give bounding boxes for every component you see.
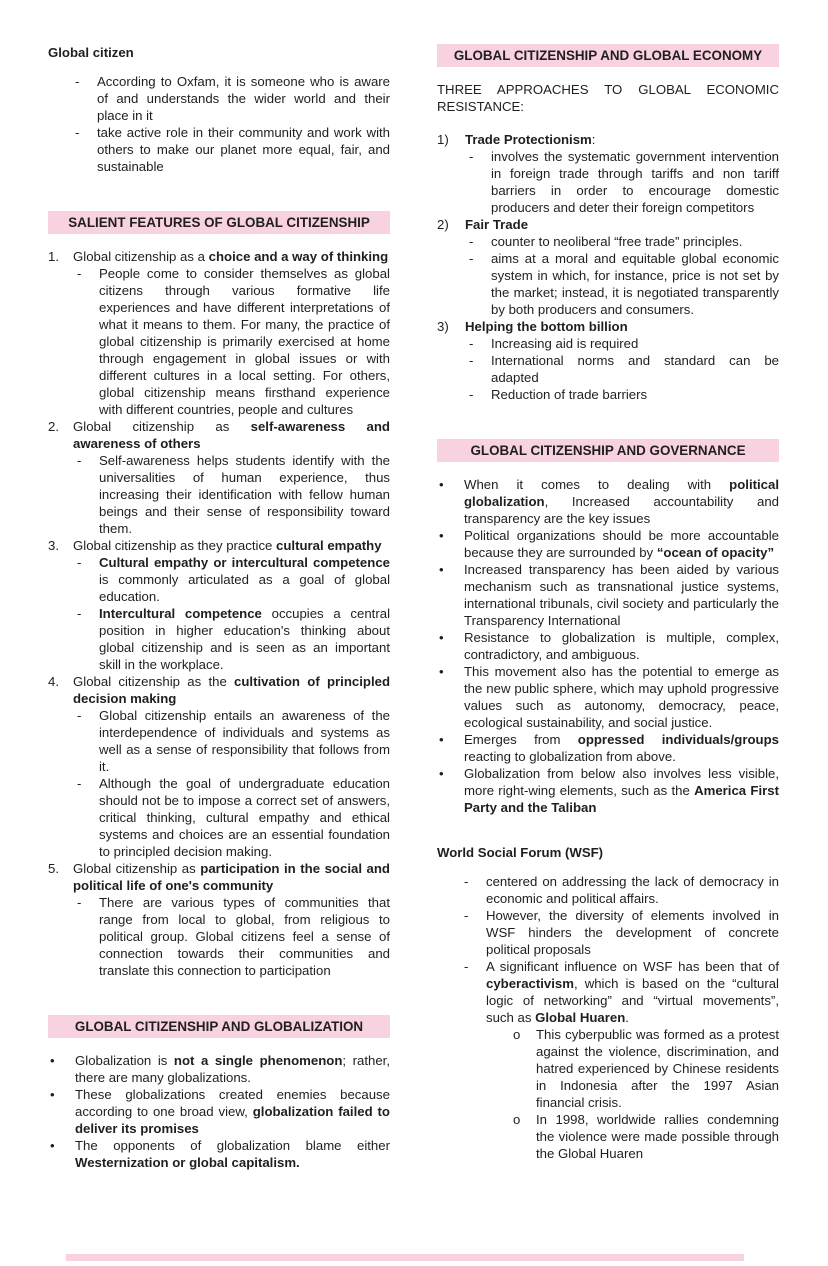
decimal-marker: 1. — [48, 249, 59, 264]
dash-marker: - — [77, 895, 82, 910]
bold-text-run: Westernization or global capitalism. — [75, 1155, 300, 1170]
list-item — [48, 673, 390, 860]
doc-list-dash — [73, 707, 390, 860]
text-run: This movement also has the potential to emerge as the new public sphere, which may uphold progressive values such as autonomy, democracy, peace, ecological sustainability, and social justice. — [464, 664, 779, 730]
list-item-text — [99, 554, 390, 605]
bold-text-run: Trade Protectionism — [465, 132, 592, 147]
list-item — [439, 476, 779, 527]
list-item-text — [97, 73, 390, 124]
list-item — [48, 537, 390, 673]
doc-list-dash — [437, 873, 779, 1162]
text-run: Global citizenship entails an awareness of the interdependence of individuals and systems as well as a sense of responsibility that follows from it. — [99, 708, 390, 774]
dash-marker: - — [464, 908, 469, 923]
dash-marker: - — [464, 874, 469, 889]
list-item-text — [464, 663, 779, 731]
list-item-text — [99, 265, 390, 418]
list-item-text — [465, 216, 779, 318]
doc-list-circle — [486, 1026, 779, 1162]
list-item-text — [491, 148, 779, 216]
bold-text-run: globalization failed to deliver its promises — [75, 1104, 390, 1136]
list-item-text — [73, 860, 390, 979]
text-run: centered on addressing the lack of democracy in economic and political affairs. — [486, 874, 779, 906]
list-item-text — [491, 335, 779, 352]
text-run: When it comes to dealing with — [464, 477, 730, 492]
dash-marker: - — [77, 606, 82, 621]
dash-marker: - — [77, 776, 82, 791]
bold-text-run: cultivation of principled decision making — [73, 674, 390, 706]
text-run: People come to consider themselves as global citizens through various formative life experiences and have different interpretations of what it means to them. For many, the practice of global citizenship is primarily exercised at home through engagement in global issues or with different cultures in a local setting. For others, global citizenship means firsthand experience with different countries, people and cultures — [99, 266, 390, 417]
doc-list-paren — [437, 131, 779, 403]
list-item — [439, 765, 779, 816]
doc-list-dash — [73, 554, 390, 673]
bold-text-run: Intercultural competence — [99, 606, 262, 621]
text-run: Increasing aid is required — [491, 336, 639, 351]
text-run: aims at a moral and equitable global economic system in which, for instance, price is not set by the market; instead, it is negotiated transparently by both producers and consumers. — [491, 251, 779, 317]
list-item-text — [75, 1137, 390, 1171]
text-run: According to Oxfam, it is someone who is aware of and understands the wider world and their place in it — [97, 74, 390, 123]
doc-list-dash — [73, 265, 390, 418]
bullet-marker: • — [50, 1053, 55, 1068]
dash-marker: - — [77, 453, 82, 468]
list-item-text — [486, 907, 779, 958]
list-item-text — [536, 1026, 779, 1111]
list-item — [75, 124, 390, 175]
list-item-text — [464, 527, 779, 561]
text-run: reacting to globalization from above. — [464, 749, 676, 764]
text-run: Emerges from — [464, 732, 578, 747]
bullet-marker: • — [50, 1087, 55, 1102]
bold-text-run: oppressed individuals/groups — [577, 732, 779, 747]
dash-marker: - — [77, 708, 82, 723]
list-item — [439, 629, 779, 663]
text-run: , Increased accountability and transparency are the key issues — [464, 494, 779, 526]
bold-text-run: choice and a way of thinking — [208, 249, 389, 264]
list-item — [77, 775, 390, 860]
list-item-text — [99, 775, 390, 860]
bold-text-run: cultural empathy — [276, 538, 382, 553]
list-item-text — [464, 765, 779, 816]
text-run: International norms and standard can be adapted — [491, 353, 779, 385]
text-run: There are various types of communities that range from local to global, from religious to political group. Global citizens feel a sense of connection towards their communities and translate this connection to participation — [99, 895, 390, 978]
list-item — [437, 216, 779, 318]
bold-text-run: “ocean of opacity” — [656, 545, 775, 560]
text-run: ; rather, there are many globalizations. — [75, 1053, 390, 1085]
highlighted-section-heading: SALIENT FEATURES OF GLOBAL CITIZENSHIP — [48, 211, 390, 234]
list-item-text — [491, 233, 779, 250]
dash-marker: - — [77, 266, 82, 281]
list-item-text — [464, 629, 779, 663]
list-item — [50, 1137, 390, 1171]
decimal-marker: 2. — [48, 419, 59, 434]
paren-marker: 3) — [437, 319, 449, 334]
text-run: Global citizenship as — [73, 419, 251, 434]
list-item — [77, 452, 390, 537]
list-item-text — [464, 476, 779, 527]
bold-text-run: cyberactivism — [486, 976, 574, 991]
text-run: . — [625, 1010, 629, 1025]
bullet-marker: • — [439, 664, 444, 679]
list-item — [469, 386, 779, 403]
paren-marker: 2) — [437, 217, 449, 232]
list-item-text — [99, 452, 390, 537]
text-run: These globalizations created enemies because according to one broad view, — [75, 1087, 390, 1119]
highlighted-section-heading: GLOBAL CITIZENSHIP AND GOVERNANCE — [437, 439, 779, 462]
decimal-marker: 4. — [48, 674, 59, 689]
list-item — [437, 131, 779, 216]
list-item-text — [73, 248, 390, 418]
list-item — [439, 527, 779, 561]
column-left — [48, 44, 390, 1171]
list-item-text — [491, 250, 779, 318]
list-item — [77, 554, 390, 605]
list-item-text — [99, 707, 390, 775]
paren-marker: 1) — [437, 132, 449, 147]
highlighted-section-heading: GLOBAL CITIZENSHIP AND GLOBAL ECONOMY — [437, 44, 779, 67]
paragraph: THREE APPROACHES TO GLOBAL ECONOMIC RESISTANCE: — [437, 82, 779, 114]
text-run: , which is based on the “cultural logic of networking” and “virtual movements”, such as — [486, 976, 779, 1025]
list-item — [513, 1111, 779, 1162]
text-run: Although the goal of undergraduate education should not be to impose a correct set of answers, critical thinking, cultural empathy and ethical systems and choices are an essential foundation to principled decision making. — [99, 776, 390, 859]
list-item — [77, 605, 390, 673]
text-run: Global citizenship as — [73, 861, 201, 876]
list-item — [77, 265, 390, 418]
list-item — [77, 707, 390, 775]
bullet-marker: • — [50, 1138, 55, 1153]
list-item — [75, 73, 390, 124]
list-item — [469, 233, 779, 250]
list-item — [464, 907, 779, 958]
list-item — [469, 335, 779, 352]
doc-list-dash — [465, 335, 779, 403]
list-item-text — [486, 873, 779, 907]
list-item — [469, 352, 779, 386]
bold-text-run: Helping the bottom billion — [465, 319, 628, 334]
list-item-text — [99, 894, 390, 979]
doc-list-dash — [73, 452, 390, 537]
list-item-text — [99, 605, 390, 673]
bold-text-run: self-awareness and awareness of others — [73, 419, 390, 451]
text-run: Global citizenship as the — [73, 674, 235, 689]
list-item-text — [491, 386, 779, 403]
list-item — [439, 663, 779, 731]
dash-marker: - — [75, 125, 80, 140]
section-heading: World Social Forum (WSF) — [437, 845, 604, 860]
text-run: take active role in their community and work with others to make our planet more equal, fair, and sustainable — [97, 125, 390, 174]
dash-marker: - — [469, 353, 474, 368]
text-run: A significant influence on WSF has been that of — [486, 959, 779, 974]
bullet-marker: • — [439, 528, 444, 543]
list-item — [48, 860, 390, 979]
dash-marker: - — [469, 234, 474, 249]
list-item — [469, 148, 779, 216]
dash-marker: - — [464, 959, 469, 974]
text-run: : — [591, 132, 596, 147]
list-item-text — [73, 418, 390, 537]
bold-text-run: America First Party and the Taliban — [464, 783, 779, 815]
decimal-marker: 3. — [48, 538, 59, 553]
doc-list-dash — [48, 73, 390, 175]
dash-marker: - — [75, 74, 80, 89]
list-item-text — [73, 673, 390, 860]
text-run: occupies a central position in higher education's thinking about global citizenship and is seen as an important skill in the workplace. — [99, 606, 390, 672]
decimal-marker: 5. — [48, 861, 59, 876]
text-run: counter to neoliberal “free trade” principles. — [491, 234, 743, 249]
bullet-marker: • — [439, 766, 444, 781]
list-item — [464, 873, 779, 907]
circle-marker: o — [513, 1027, 521, 1042]
text-run: Political organizations should be more accountable because they are surrounded by — [464, 528, 779, 560]
circle-marker: o — [513, 1112, 521, 1127]
text-run: Resistance to globalization is multiple, complex, contradictory, and ambiguous. — [464, 630, 779, 662]
text-run: This cyberpublic was formed as a protest against the violence, discrimination, and hatred experienced by Chinese residents in Indonesia after the 1997 Asian financial crisis. — [536, 1027, 779, 1110]
text-run: Global citizenship as a — [73, 249, 209, 264]
doc-list-decimal — [48, 248, 390, 979]
dash-marker: - — [469, 149, 474, 164]
list-item — [50, 1052, 390, 1086]
list-item — [48, 248, 390, 418]
bold-text-run: not a single phenomenon — [173, 1053, 343, 1068]
text-run: Self-awareness helps students identify with the universalities of human experience, thus increasing their identification with fellow human beings and their sense of responsibility toward them. — [99, 453, 390, 536]
list-item — [437, 318, 779, 403]
text-run: Reduction of trade barriers — [491, 387, 648, 402]
list-item — [464, 958, 779, 1162]
list-item — [77, 894, 390, 979]
doc-list-bullet — [437, 476, 779, 816]
list-item-text — [97, 124, 390, 175]
doc-list-dash — [465, 233, 779, 318]
dash-marker: - — [77, 555, 82, 570]
text-run: Global citizenship as they practice — [73, 538, 277, 553]
bullet-marker: • — [439, 732, 444, 747]
list-item — [439, 731, 779, 765]
list-item-text — [464, 561, 779, 629]
list-item-text — [75, 1086, 390, 1137]
list-item — [50, 1086, 390, 1137]
list-item-text — [73, 537, 390, 673]
bullet-marker: • — [439, 630, 444, 645]
dash-marker: - — [469, 251, 474, 266]
text-run: Globalization is — [75, 1053, 174, 1068]
highlighted-section-heading: GLOBAL CITIZENSHIP AND GLOBALIZATION — [48, 1015, 390, 1038]
text-run: However, the diversity of elements involved in WSF hinders the development of concrete political proposals — [486, 908, 779, 957]
bold-text-run: political globalization — [464, 477, 779, 509]
doc-list-dash — [465, 148, 779, 216]
bold-text-run: Cultural empathy or intercultural competence — [99, 555, 390, 570]
bold-text-run: participation in the social and political life of one's community — [73, 861, 390, 893]
bold-text-run: Fair Trade — [465, 217, 529, 232]
list-item-text — [464, 731, 779, 765]
doc-list-bullet — [48, 1052, 390, 1171]
text-run: Globalization from below also involves less visible, more right-wing elements, such as the — [464, 766, 779, 798]
dash-marker: - — [469, 336, 474, 351]
doc-list-dash — [73, 894, 390, 979]
list-item-text — [465, 318, 779, 403]
text-run: The opponents of globalization blame either — [75, 1138, 390, 1153]
section-heading: Global citizen — [48, 45, 134, 60]
column-right — [437, 44, 779, 1171]
bullet-marker: • — [439, 477, 444, 492]
list-item-text — [486, 958, 779, 1162]
text-run: involves the systematic government intervention in foreign trade through tariffs and non tariff barriers in order to encourage domestic producers and deter their foreign competitors — [491, 149, 779, 215]
text-run: is commonly articulated as a goal of global education. — [99, 572, 390, 604]
list-item — [513, 1026, 779, 1111]
list-item-text — [491, 352, 779, 386]
list-item — [439, 561, 779, 629]
bullet-marker: • — [439, 562, 444, 577]
next-section-highlight-strip — [66, 1254, 744, 1261]
dash-marker: - — [469, 387, 474, 402]
list-item-text — [536, 1111, 779, 1162]
text-run: Increased transparency has been aided by various mechanism such as transnational justice systems, international tribunals, civil society and particularly the Transparency International — [464, 562, 779, 628]
list-item-text — [75, 1052, 390, 1086]
bold-text-run: Global Huaren — [535, 1010, 626, 1025]
list-item — [48, 418, 390, 537]
list-item-text — [465, 131, 779, 216]
list-item — [469, 250, 779, 318]
text-run: In 1998, worldwide rallies condemning the violence were made possible through the Global Huaren — [536, 1112, 779, 1161]
